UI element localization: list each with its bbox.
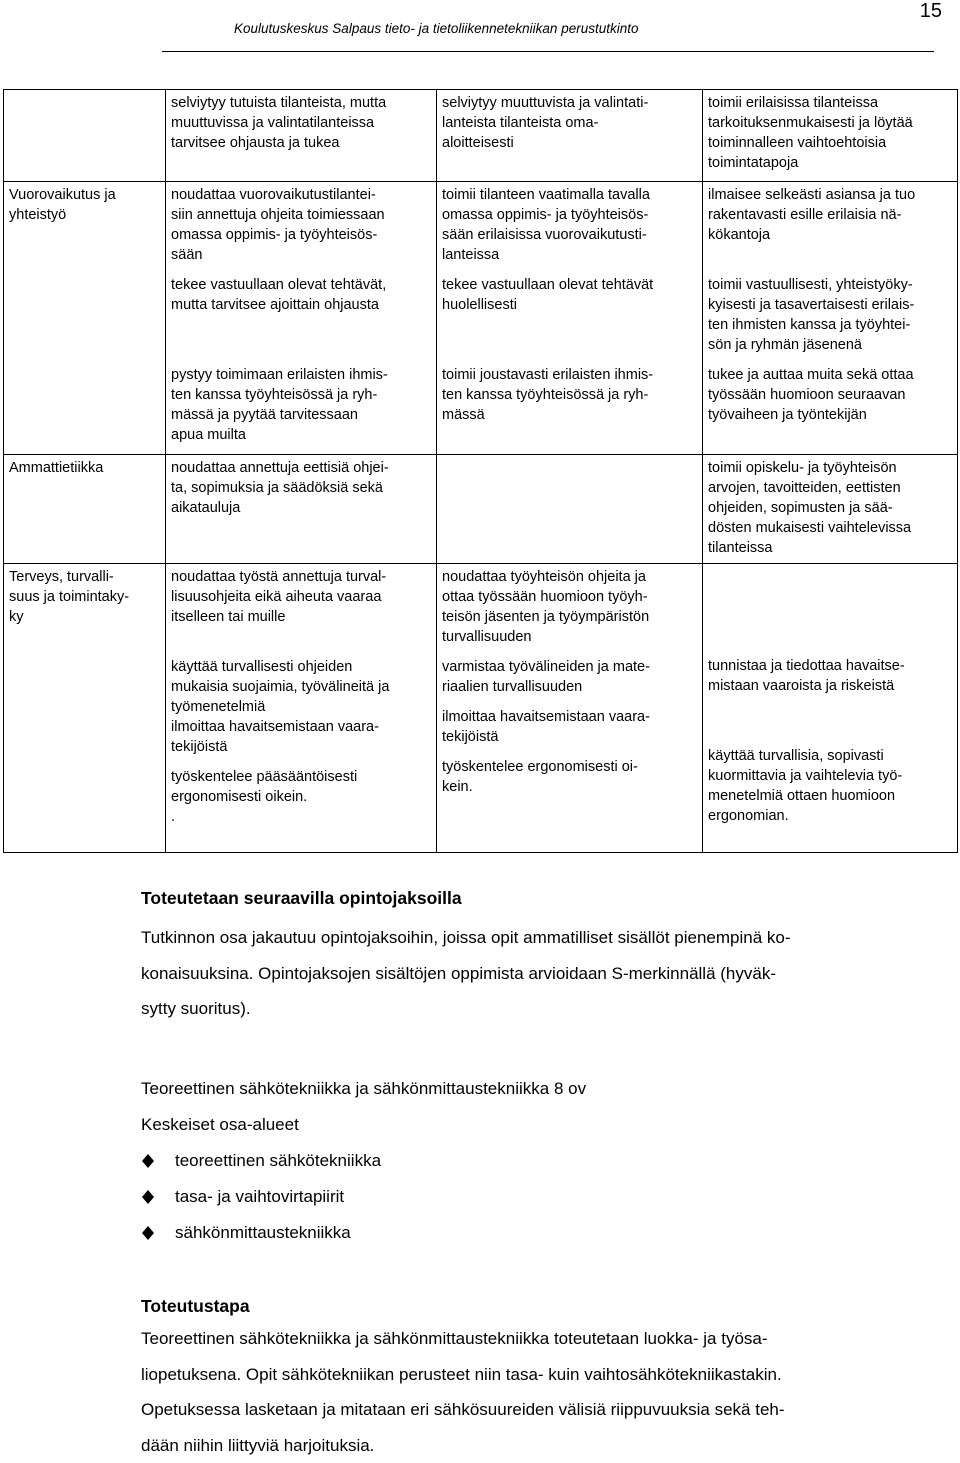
criteria-text: selviytyy tutuista tilanteista, mutta muuttuvissa ja valintatilanteissa tarvitsee ohjausta ja tukea bbox=[171, 95, 387, 151]
row-label: Terveys, turvalli- suus ja toimintaky- ky bbox=[9, 569, 130, 625]
section-heading: Toteutetaan seuraavilla opintojaksoilla bbox=[141, 888, 462, 908]
criteria-text: toimii vastuullisesti, yhteistyöky- kyisesti ja tasavertaisesti erilais- ten ihmisten kanssa ja työyhtei- sön ja ryhmän jäsenenä bbox=[708, 277, 915, 353]
row-label: Ammattietiikka bbox=[9, 460, 104, 476]
topic-label: sähkönmittaustekniikka bbox=[175, 1223, 351, 1242]
criteria-cell bbox=[437, 90, 703, 182]
topic-label: tasa- ja vaihtovirtapiirit bbox=[175, 1187, 345, 1206]
criteria-text: selviytyy muuttuvista ja valintati- lanteista tilanteista oma- aloitteisesti bbox=[442, 95, 649, 151]
criteria-text: toimii joustavasti erilaisten ihmis- ten kanssa työyhteisössä ja ryh- mässä bbox=[442, 367, 654, 423]
criteria-cell bbox=[437, 564, 703, 853]
row-label: Vuorovaikutus ja yhteistyö bbox=[9, 187, 116, 223]
criteria-text: ilmoittaa havaitsemistaan vaara- tekijöistä bbox=[442, 709, 650, 745]
list-item bbox=[141, 1215, 941, 1251]
criteria-text: noudattaa työstä annettuja turval- lisuusohjeita eikä aiheuta vaaraa itselleen tai muille bbox=[171, 569, 387, 625]
criteria-text: tekee vastuullaan olevat tehtävät huolellisesti bbox=[442, 277, 654, 313]
criteria-text bbox=[708, 567, 953, 656]
criteria-cell bbox=[166, 455, 437, 564]
list-item bbox=[141, 1179, 941, 1215]
criteria-cell bbox=[703, 455, 958, 564]
criteria-cell bbox=[437, 455, 703, 564]
criteria-cell bbox=[703, 90, 958, 182]
criteria-cell bbox=[703, 182, 958, 455]
criteria-text: tunnistaa ja tiedottaa havaitse- mistaan vaaroista ja riskeistä bbox=[708, 658, 905, 694]
header-divider bbox=[162, 51, 934, 52]
criteria-text: toimii opiskelu- ja työyhteisön arvojen, tavoitteiden, eettisten ohjeiden, sopimusten ja sää- dösten mukaisesti vaihtelevissa tilanteissa bbox=[708, 460, 912, 556]
criteria-text: pystyy toimimaan erilaisten ihmis- ten kanssa työyhteisössä ja ryh- mässä ja pyytää tarvitessaan apua muilta bbox=[171, 367, 388, 443]
row-label bbox=[4, 90, 165, 93]
criteria-text: tekee vastuullaan olevat tehtävät, mutta tarvitsee ajoittain ohjausta bbox=[171, 277, 387, 313]
criteria-text: noudattaa työyhteisön ohjeita ja ottaa työssään huomioon työyh- teisön jäsenten ja työympäristön turvallisuuden bbox=[442, 569, 650, 645]
delivery-section bbox=[141, 1294, 941, 1463]
criteria-text: ilmaisee selkeästi asiansa ja tuo rakentavasti esille erilaisia nä- kökantoja bbox=[708, 187, 916, 243]
criteria-text: noudattaa annettuja eettisiä ohjei- ta, sopimuksia ja säädöksiä sekä aikatauluja bbox=[171, 460, 389, 516]
criteria-text: käyttää turvallisia, sopivasti kuormittavia ja vaihtelevia työ- menetelmiä ottaen huomioon ergonomian. bbox=[708, 748, 903, 824]
section-paragraph: Tutkinnon osa jakautuu opintojaksoihin, joissa opit ammatilliset sisällöt pienempinä ko- konaisuuksina. Opintojaksojen sisältöjen oppimista arvioidaan S-merkinnällä (hyväk- sytty suoritus). bbox=[141, 928, 791, 1018]
diamond-bullet-icon bbox=[141, 1226, 155, 1240]
topic-label: teoreettinen sähkötekniikka bbox=[175, 1151, 382, 1170]
criteria-text: työskentelee ergonomisesti oi- kein. bbox=[442, 759, 638, 795]
course-section bbox=[141, 1071, 941, 1251]
criteria-text: noudattaa vuorovaikutustilantei- siin annettuja ohjeita toimiessaan omassa oppimis- ja työyhteisös- sään bbox=[171, 187, 385, 263]
criteria-text: tukee ja auttaa muita sekä ottaa työssään huomioon seuraavan työvaiheen ja työntekijän bbox=[708, 367, 914, 423]
criteria-cell bbox=[703, 564, 958, 853]
table-row bbox=[4, 564, 958, 853]
criteria-text: toimii tilanteen vaatimalla tavalla omassa oppimis- ja työyhteisös- sään erilaisissa vuorovaikutusti- lanteissa bbox=[442, 187, 650, 263]
criteria-text: työskentelee pääsääntöisesti ergonomisesti oikein. . bbox=[171, 769, 358, 825]
page-number: 15 bbox=[919, 0, 942, 22]
row-label-cell bbox=[4, 455, 166, 564]
course-title: Teoreettinen sähkötekniikka ja sähkönmittaustekniikka 8 ov bbox=[141, 1079, 587, 1098]
diamond-bullet-icon bbox=[141, 1190, 155, 1204]
criteria-cell bbox=[166, 90, 437, 182]
list-item bbox=[141, 1143, 941, 1179]
table-row bbox=[4, 182, 958, 455]
criteria-cell bbox=[166, 564, 437, 853]
assessment-criteria-table bbox=[3, 89, 958, 853]
row-label-cell bbox=[4, 182, 166, 455]
row-label-cell bbox=[4, 564, 166, 853]
section-heading: Toteutustapa bbox=[141, 1296, 250, 1316]
row-label-cell bbox=[4, 90, 166, 182]
criteria-text: toimii erilaisissa tilanteissa tarkoituksenmukaisesti ja löytää toiminnalleen vaihtoehtoisia toimintatapoja bbox=[708, 95, 913, 171]
criteria-text: varmistaa työvälineiden ja mate- riaalien turvallisuuden bbox=[442, 659, 650, 695]
criteria-text: käyttää turvallisesti ohjeiden mukaisia suojaimia, työvälineitä ja työmenetelmiä ilmoittaa havaitsemistaan vaara- tekijöistä bbox=[171, 659, 390, 755]
running-header: Koulutuskeskus Salpaus tieto- ja tietoliikennetekniikan perustutkinto bbox=[234, 21, 639, 36]
table-row bbox=[4, 455, 958, 564]
implementation-section bbox=[141, 886, 941, 1027]
topic-list bbox=[141, 1143, 941, 1251]
criteria-cell bbox=[166, 182, 437, 455]
table-row bbox=[4, 90, 958, 182]
course-subtitle: Keskeiset osa-alueet bbox=[141, 1115, 299, 1134]
section-paragraph: Teoreettinen sähkötekniikka ja sähkönmittaustekniikka toteutetaan luokka- ja työsa- liopetuksena. Opit sähkötekniikan perusteet niin tasa- kuin vaihtosähkötekniikastakin. Opetuksessa lasketaan ja mitataan eri sähkösuureiden välisiä riippuvuuksia sekä teh- dään niihin liittyviä harjoituksia. bbox=[141, 1329, 785, 1455]
diamond-bullet-icon bbox=[141, 1154, 155, 1168]
criteria-cell bbox=[437, 182, 703, 455]
